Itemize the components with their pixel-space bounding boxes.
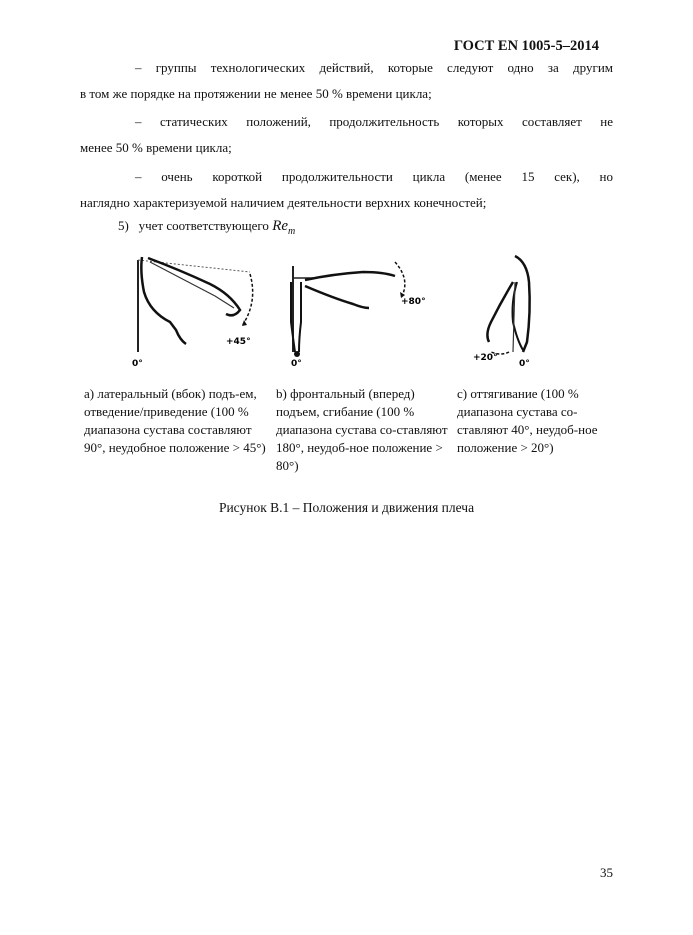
figure-b-caption: b) фронтальный (вперед) подъем, сгибание (100 % диапазона сустава со-ставляют 180°, неудоб-ное положение > 80°)	[276, 386, 448, 473]
figure-b-zero-label: 0°	[291, 359, 302, 369]
page-number: 35	[600, 865, 613, 880]
figure-c-caption: c) оттягивание (100 % диапазона сустава со-ставляют 40°, неудоб-ное положение > 20°)	[457, 386, 598, 455]
figure-c-angle-label: +20°	[473, 353, 498, 363]
list-item-text: учет соответствующего	[138, 218, 269, 233]
document-id: ГОСТ EN 1005-5–2014	[453, 38, 599, 54]
figure-b-angle-label: +80°	[401, 297, 426, 307]
figure-caption: Рисунок B.1 – Положения и движения плеча	[218, 500, 475, 515]
list-item-5	[118, 218, 295, 237]
paragraph-3	[80, 164, 613, 216]
paragraph-1-line-2: в том же порядке на протяжении не менее 50 % времени цикла;	[80, 86, 432, 101]
re-symbol: $Re_m$	[272, 218, 296, 237]
figure-a-caption: a) латеральный (вбок) подъ-ем, отведение/приведение (100 % диапазона сустава составляют 90°, неудобное положение > 45°)	[84, 386, 266, 455]
list-item-number: 5)	[118, 218, 129, 233]
paragraph-2-line-1: – статических положений, продолжительность которых составляет не	[135, 114, 613, 129]
paragraph-3-line-2: наглядно характеризуемой наличием деятельности верхних конечностей;	[80, 195, 487, 210]
figure-c-illustration	[465, 252, 555, 372]
figure-a-illustration	[130, 252, 275, 372]
re-subscript: m	[288, 226, 296, 237]
paragraph-3-line-1: – очень короткой продолжительности цикла (менее 15 сек), но	[135, 169, 613, 184]
paragraph-1	[80, 55, 613, 107]
figure-b-illustration	[283, 252, 426, 372]
figure-a-angle-label: +45°	[226, 337, 251, 347]
figure-c-zero-label: 0°	[519, 359, 530, 369]
paragraph-1-line-1: – группы технологических действий, которые следуют одно за другим	[135, 60, 613, 75]
paragraph-2	[80, 109, 613, 161]
paragraph-2-line-2: менее 50 % времени цикла;	[80, 140, 232, 155]
figure-a-zero-label: 0°	[132, 359, 143, 369]
